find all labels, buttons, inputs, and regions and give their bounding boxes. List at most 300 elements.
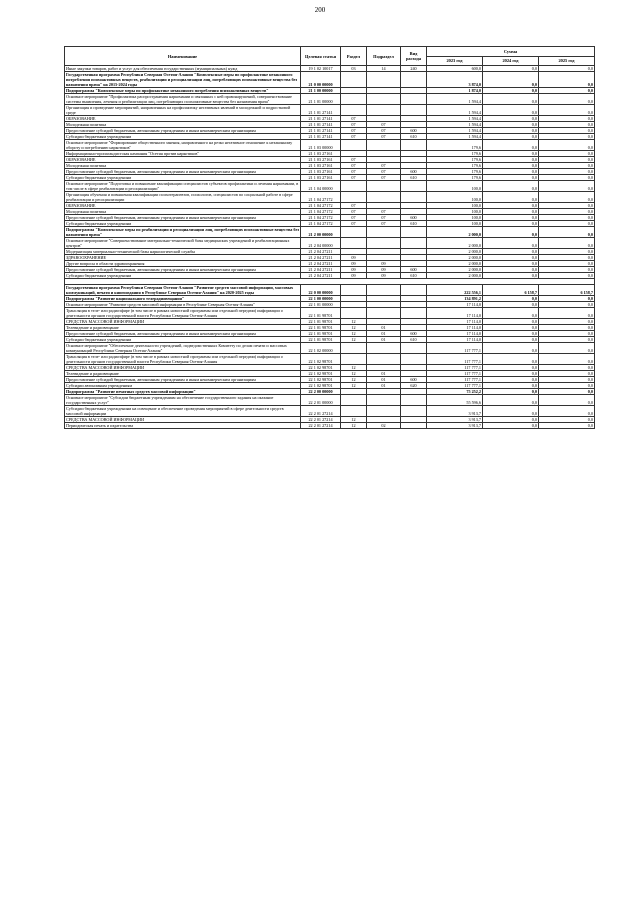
cell-2024: 0,0 [483,192,539,203]
cell-section [341,192,367,203]
cell-name: Субсидии бюджетным учреждениям [65,175,301,181]
table-row [65,140,595,151]
cell-2025: 0,0 [539,88,595,94]
cell-name: СРЕДСТВА МАССОВОЙ ИНФОРМАЦИИ [65,365,301,371]
table-row [65,238,595,249]
cell-2024: 0,0 [483,140,539,151]
cell-2024: 0,0 [483,94,539,105]
cell-2024: 0,0 [483,389,539,395]
cell-name: Основное мероприятие "Субсидии бюджетным учреждениям на обеспечение государственного задания на оказание государственных услуг" [65,395,301,406]
cell-2023: 179,6 [427,151,483,157]
cell-2025: 0,0 [539,122,595,128]
cell-article: 21 1 01 27141 [301,134,341,140]
cell-2024: 0,0 [483,116,539,122]
table-row [65,406,595,417]
cell-article: 21 2 04 00000 [301,238,341,249]
table-row [65,72,595,88]
cell-name: Основное мероприятие "Формирование общественного мнения, направленного на резко негативное отношение к незаконному обороту и потреблению наркотиков" [65,140,301,151]
cell-subsection [367,227,401,238]
cell-2025: 0,0 [539,273,595,279]
cell-subsection [367,238,401,249]
cell-2024: 0,0 [483,157,539,163]
cell-expense-type [401,72,427,88]
cell-expense-type [401,227,427,238]
cell-name: ОБРАЗОВАНИЕ [65,203,301,209]
cell-section: 12 [341,417,367,423]
cell-subsection [367,406,401,417]
cell-name: Государственная программа Республики Северная Осетия-Алания "Комплексные меры по профилактике незаконного потребления психоактивных веществ, реабилитации и ресоциализации лиц, потребляющих психоактивные вещества без назначения врача" на 2015-2024 годы [65,72,301,88]
cell-article: 21 1 00 00000 [301,88,341,94]
header-sum: Сумма [427,47,595,57]
cell-2025: 0,0 [539,302,595,308]
cell-2023: 17 114,0 [427,319,483,325]
cell-name: Субсидии бюджетным учреждениям [65,134,301,140]
cell-2024: 0,0 [483,175,539,181]
cell-2024: 0,0 [483,122,539,128]
cell-name: Подпрограмма "Комплексные меры по профилактике незаконного потребления психоактивных веществ" [65,88,301,94]
cell-name: ОБРАЗОВАНИЕ [65,116,301,122]
cell-2024: 0,0 [483,151,539,157]
cell-article: 21 2 04 27211 [301,261,341,267]
cell-2025: 0,0 [539,169,595,175]
cell-name: Организация обучения и повышения квалификации психотерапевтов, психологов, специалистов по социальной работе в сфере реабилитации и ресоциализации [65,192,301,203]
cell-2024: 0,0 [483,377,539,383]
cell-2025: 0,0 [539,343,595,354]
cell-2023: 117 777,1 [427,371,483,377]
table-row [65,423,595,429]
cell-2023: 1 594,4 [427,105,483,116]
cell-article: 21 1 03 27161 [301,175,341,181]
cell-section: 07 [341,209,367,215]
cell-article: 21 0 00 00000 [301,72,341,88]
cell-2023: 75 252,2 [427,389,483,395]
cell-name: Подпрограмма "Развитие печатных средств массовой информации" [65,389,301,395]
cell-2024: 0,0 [483,296,539,302]
cell-name: Субсидии бюджетным учреждениям [65,221,301,227]
cell-name: Подпрограмма "Развитие национального телерадиовещания" [65,296,301,302]
cell-subsection: 01 [367,337,401,343]
cell-2024: 0,0 [483,273,539,279]
table-row [65,227,595,238]
cell-expense-type [401,94,427,105]
cell-section: 09 [341,255,367,261]
cell-2024: 0,0 [483,325,539,331]
cell-subsection [367,354,401,365]
cell-2024: 0,0 [483,331,539,337]
cell-2025: 0,0 [539,389,595,395]
cell-name: Предоставление субсидий бюджетным, автономным учреждениям и иным некоммерческим организациям [65,377,301,383]
cell-2024: 0,0 [483,337,539,343]
cell-expense-type: 600 [401,377,427,383]
cell-2024: 0,0 [483,343,539,354]
cell-name: Трансляция в теле- или радиоэфире (в том числе в рамках новостной программы или отдельной передачи) информации о деятельности органов государственной власти Республики Северная Осетия-Алания [65,308,301,319]
cell-name: Информационно-пропагандистская кампания "Осетия против наркотиков" [65,151,301,157]
cell-2024: 0,0 [483,209,539,215]
cell-2023: 117 777,1 [427,343,483,354]
cell-2025: 0,0 [539,331,595,337]
cell-section: 12 [341,383,367,389]
cell-subsection: 01 [367,377,401,383]
cell-name: Подпрограмма "Комплексные меры по реабилитации и ресоциализации лиц, потребляющих психоактивные вещества без назначения врача" [66,227,300,237]
cell-2025: 0,0 [539,203,595,209]
cell-article: 21 1 04 27172 [301,192,341,203]
cell-section: 07 [341,203,367,209]
cell-subsection: 09 [367,267,401,273]
cell-expense-type: 600 [401,169,427,175]
header-expense-type: Вид расхода [401,47,427,66]
header-2025: 2025 год [539,56,595,66]
cell-subsection [367,105,401,116]
cell-subsection [367,395,401,406]
cell-2025: 0,0 [539,319,595,325]
cell-2025: 0,0 [539,261,595,267]
cell-section [341,343,367,354]
cell-article: 21 1 03 27161 [301,151,341,157]
cell-name: Основное мероприятие "Совершенствование материально-технической базы медицинских учреждений и реабилитационных центров" [65,238,301,249]
cell-article: 22 1 02 98701 [301,383,341,389]
cell-article: 21 1 01 27141 [301,128,341,134]
cell-subsection [367,181,401,192]
cell-2024: 0,0 [483,395,539,406]
cell-subsection: 09 [367,273,401,279]
cell-2025: 0,0 [539,377,595,383]
cell-2023: 100,0 [427,203,483,209]
cell-article: 22 1 02 98701 [301,371,341,377]
table-row [65,94,595,105]
budget-table [64,46,595,429]
cell-2024: 0,0 [483,238,539,249]
cell-2024: 0,0 [483,365,539,371]
cell-expense-type [401,423,427,429]
cell-article: 21 1 01 27141 [301,122,341,128]
cell-section: 12 [341,337,367,343]
cell-2023: 3 874,0 [427,72,483,88]
cell-name: Основное мероприятие "Подготовка и повышение квалификации специалистов субъектов профилактики и лечения наркомании, в том числе в сфере реабилитации и ресоциализации" [65,181,301,192]
cell-section: 12 [341,325,367,331]
cell-section: 07 [341,221,367,227]
cell-2023: 2 000,0 [427,238,483,249]
cell-2024: 0,0 [483,72,539,88]
cell-2023: 2 000,0 [427,267,483,273]
cell-2025: 0,0 [539,128,595,134]
cell-2023: 117 777,1 [427,383,483,389]
cell-2025: 0,0 [539,192,595,203]
cell-name: СРЕДСТВА МАССОВОЙ ИНФОРМАЦИИ [65,319,301,325]
cell-2023: 1 874,0 [427,88,483,94]
cell-expense-type: 600 [401,331,427,337]
cell-2024: 0,0 [483,203,539,209]
cell-article: 21 2 04 27211 [301,267,341,273]
cell-subsection [367,192,401,203]
cell-2023: 117 777,1 [427,365,483,371]
cell-2024: 0,0 [483,221,539,227]
cell-2024: 0,0 [483,169,539,175]
cell-article: 21 2 04 27211 [301,255,341,261]
cell-2024: 0,0 [483,261,539,267]
cell-2024: 0,0 [483,227,539,238]
cell-2023: 17 114,0 [427,337,483,343]
cell-subsection: 07 [367,215,401,221]
cell-2025: 0,0 [539,406,595,417]
cell-2023: 117 777,1 [427,377,483,383]
cell-expense-type [401,285,427,296]
cell-2023: 134 891,2 [427,296,483,302]
cell-expense-type [401,238,427,249]
page-number: 200 [314,6,326,14]
table-row [65,181,595,192]
cell-article: 21 2 04 27211 [301,273,341,279]
table-row [65,285,595,296]
cell-subsection: 07 [367,221,401,227]
cell-2023: 100,0 [427,192,483,203]
cell-2025: 0,0 [539,423,595,429]
cell-article: 22 1 01 98701 [301,319,341,325]
cell-2023: 17 114,0 [427,325,483,331]
cell-name: Трансляция в теле- или радиоэфире (в том числе в рамках новостной программы или отдельной передачи) информации о деятельности органов государственной власти Республики Северная Осетия-Алания [65,354,301,365]
cell-article: 21 1 03 27161 [301,169,341,175]
cell-2025: 0,0 [539,365,595,371]
cell-2024: 0,0 [483,267,539,273]
cell-expense-type [401,181,427,192]
cell-section [341,72,367,88]
cell-expense-type: 600 [401,267,427,273]
cell-article: 21 1 01 00000 [301,94,341,105]
cell-2025: 6 158,7 [539,285,595,296]
cell-article: 22 1 02 98701 [301,354,341,365]
cell-2025: 0,0 [539,371,595,377]
cell-name: Иные закупки товаров, работ и услуг для обеспечения государственных (муниципальных) нужд [65,66,301,72]
cell-section: 07 [341,157,367,163]
cell-article: 21 1 01 27141 [301,116,341,122]
cell-section [341,140,367,151]
cell-name: Молодежная политика [65,122,301,128]
cell-expense-type: 620 [401,383,427,389]
cell-name: СРЕДСТВА МАССОВОЙ ИНФОРМАЦИИ [65,417,301,423]
cell-2025: 0,0 [539,255,595,261]
cell-section: 12 [341,331,367,337]
cell-section: 09 [341,273,367,279]
cell-name: Субсидии бюджетным учреждениям на освещение и обеспечение проведения мероприятий в сфере деятельности средств массовой информации [65,406,301,417]
cell-article: 21 1 04 27172 [301,215,341,221]
cell-name: Молодежная политика [65,163,301,169]
cell-name: Субсидии бюджетным учреждениям [65,337,301,343]
cell-2024: 0,0 [483,319,539,325]
cell-section: 07 [341,215,367,221]
cell-section: 09 [341,261,367,267]
cell-article: 22 1 01 98701 [301,331,341,337]
cell-subsection: 07 [367,175,401,181]
cell-subsection: 07 [367,122,401,128]
header-2024: 2024 год [483,56,539,66]
cell-article: 21 1 01 27141 [301,105,341,116]
cell-expense-type: 600 [401,215,427,221]
cell-subsection: 07 [367,169,401,175]
cell-subsection [367,285,401,296]
cell-section [341,354,367,365]
cell-2023: 17 114,0 [427,302,483,308]
cell-2024: 0,0 [483,128,539,134]
cell-article: 22 1 01 98701 [301,337,341,343]
cell-expense-type: 610 [401,221,427,227]
cell-name: Государственная программа Республики Северная Осетия-Алания "Развитие средств массовой информации, массовых коммуникаций, печати и книгоиздания в Республике Северная Осетия-Алания" на 2020-2025 годы [65,285,301,296]
cell-2025: 0,0 [539,354,595,365]
cell-article: 22 1 02 98701 [301,365,341,371]
cell-2023: 3 913,7 [427,423,483,429]
cell-expense-type [401,140,427,151]
cell-subsection [367,308,401,319]
cell-2023: 1 594,4 [427,122,483,128]
cell-article: 22 1 01 00000 [301,302,341,308]
cell-2023: 1 594,4 [427,128,483,134]
cell-2023: 179,6 [427,175,483,181]
cell-2023: 1 594,4 [427,94,483,105]
cell-2025: 0,0 [539,395,595,406]
cell-section: 09 [341,267,367,273]
cell-article: 21 1 04 27172 [301,221,341,227]
cell-name: Субсидии бюджетным учреждениям [65,273,301,279]
header-article: Целевая статья [301,47,341,66]
cell-expense-type [401,395,427,406]
cell-section [341,94,367,105]
cell-section [341,238,367,249]
cell-name: Предоставление субсидий бюджетным, автономным учреждениям и иным некоммерческим организациям [65,331,301,337]
cell-subsection: 01 [367,383,401,389]
cell-expense-type [401,406,427,417]
cell-subsection: 07 [367,128,401,134]
cell-2023: 179,6 [427,157,483,163]
cell-2023: 100,0 [427,221,483,227]
cell-2023: 100,0 [427,215,483,221]
cell-subsection: 02 [367,423,401,429]
cell-section: 07 [341,169,367,175]
cell-article: 21 2 04 27211 [301,249,341,255]
cell-section: 07 [341,163,367,169]
cell-section: 12 [341,365,367,371]
table-row [65,395,595,406]
cell-expense-type: 610 [401,337,427,343]
cell-section: 07 [341,175,367,181]
cell-expense-type: 240 [401,66,427,72]
cell-2025: 0,0 [539,116,595,122]
table-body [65,66,595,429]
cell-section [341,308,367,319]
cell-2025: 0,0 [539,181,595,192]
cell-section: 07 [341,116,367,122]
cell-subsection: 01 [367,331,401,337]
cell-name: Основное мероприятие "Профилактика распространения наркомании и связанных с ней правонарушений, совершенствование системы выявления, лечения и реабилитации лиц, потребляющих психоактивные вещества без назначения врача" [65,94,301,105]
cell-2025: 0,0 [539,337,595,343]
cell-name: Субсидии автономным учреждениям [65,383,301,389]
cell-name: ОБРАЗОВАНИЕ [65,157,301,163]
cell-2023: 1 594,4 [427,134,483,140]
cell-article: 21 1 04 27172 [301,209,341,215]
cell-section: 12 [341,423,367,429]
cell-2023: 100,0 [427,209,483,215]
cell-name: Предоставление субсидий бюджетным, автономным учреждениям и иным некоммерческим организациям [65,215,301,221]
cell-2023: 100,0 [427,181,483,192]
table-row [65,192,595,203]
cell-article: 22 2 01 27214 [301,417,341,423]
cell-2025: 0,0 [539,249,595,255]
cell-2023: 3 913,7 [427,417,483,423]
cell-article: 19 1 02 10017 [301,66,341,72]
cell-2025: 0,0 [539,157,595,163]
cell-2024: 0,0 [483,105,539,116]
cell-section [341,395,367,406]
cell-section: 07 [341,134,367,140]
cell-2024: 0,0 [483,249,539,255]
cell-2023: 55 596,6 [427,395,483,406]
header-section: Раздел [341,47,367,66]
cell-section [341,227,367,238]
cell-2024: 0,0 [483,406,539,417]
cell-subsection: 07 [367,163,401,169]
cell-2025: 0,0 [539,417,595,423]
cell-subsection: 14 [367,66,401,72]
cell-2024: 0,0 [483,383,539,389]
cell-expense-type [401,308,427,319]
cell-article: 22 2 00 00000 [301,389,341,395]
cell-2023: 2 000,0 [427,255,483,261]
cell-article: 21 1 03 27161 [301,163,341,169]
cell-article: 22 0 00 00000 [301,285,341,296]
cell-subsection: 01 [367,371,401,377]
cell-article: 22 2 01 27214 [301,423,341,429]
cell-2024: 0,0 [483,181,539,192]
cell-section: 12 [341,319,367,325]
cell-2024: 0,0 [483,371,539,377]
cell-expense-type: 610 [401,175,427,181]
cell-2025: 0,0 [539,134,595,140]
cell-expense-type: 610 [401,273,427,279]
cell-name: Основное мероприятие "Обеспечение деятельности учреждений, подведомственных Комитету по делам печати и массовых коммуникаций Республики Северная Осетия-Алания" [65,343,301,354]
cell-name: Другие вопросы в области здравоохранения [65,261,301,267]
cell-2025: 0,0 [539,105,595,116]
cell-2025: 0,0 [539,140,595,151]
cell-2023: 3 913,7 [427,406,483,417]
cell-2025: 0,0 [539,163,595,169]
cell-2025: 0,0 [539,151,595,157]
table-row [65,308,595,319]
cell-article: 21 1 04 00000 [301,181,341,192]
cell-name: Предоставление субсидий бюджетным, автономным учреждениям и иным некоммерческим организациям [65,267,301,273]
cell-name: Организация и проведение мероприятий, направленных на профилактику негативных явлений в молодежной и подростковой среде [65,105,301,116]
cell-name: Основное мероприятие "Развитие средств массовой информации в Республике Северная Осетия-Алания" [65,302,301,308]
cell-expense-type [401,105,427,116]
cell-expense-type: 600 [401,128,427,134]
header-2023: 2023 год [427,56,483,66]
cell-subsection: 07 [367,134,401,140]
cell-2023: 117 777,1 [427,354,483,365]
cell-article: 22 2 01 27214 [301,406,341,417]
cell-name: Молодежная политика [65,209,301,215]
cell-2025: 0,0 [539,383,595,389]
cell-2023: 17 114,0 [427,308,483,319]
cell-subsection [367,343,401,354]
cell-2024: 0,0 [483,308,539,319]
table-row [65,343,595,354]
cell-section: 12 [341,377,367,383]
cell-2025: 0,0 [539,72,595,88]
cell-2024: 0,0 [483,423,539,429]
cell-2025: 0,0 [539,221,595,227]
cell-section [341,181,367,192]
cell-2025: 0,0 [539,66,595,72]
cell-2025: 0,0 [539,94,595,105]
cell-2023: 1 594,4 [427,116,483,122]
cell-2025: 0,0 [539,215,595,221]
cell-section: 03 [341,66,367,72]
